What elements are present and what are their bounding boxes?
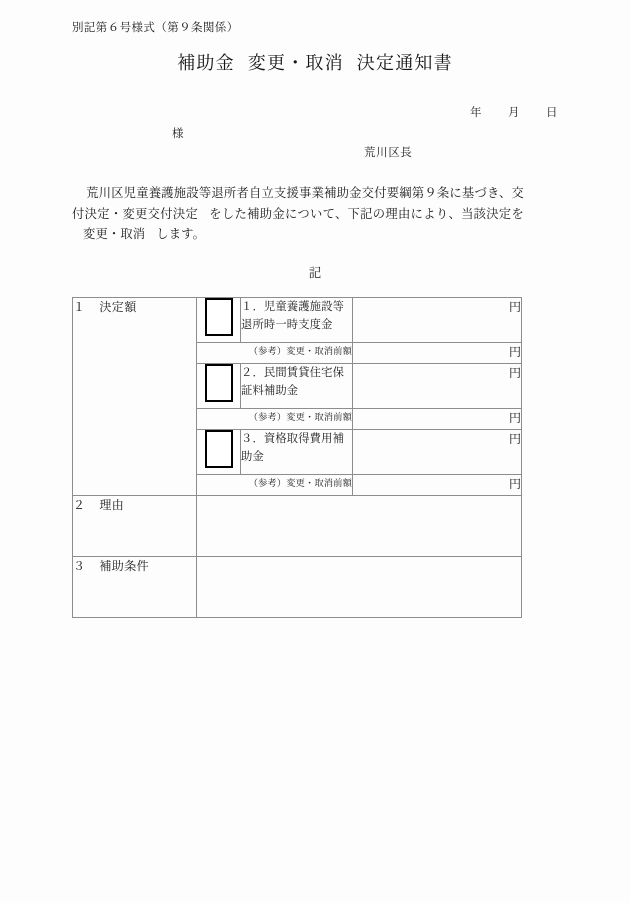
- row-label-2: 理由: [99, 498, 125, 512]
- page-title: [0, 49, 630, 75]
- body-line-3a: 定を: [498, 206, 524, 221]
- item-label-1: １．児童養護施設等退所時一時支度金: [241, 298, 353, 343]
- amount-unit-1: 円: [508, 300, 521, 314]
- checkbox-item-1[interactable]: [205, 298, 233, 336]
- title-part-change-cancel: 変更・取消: [247, 53, 344, 74]
- amount-field-1[interactable]: [353, 298, 522, 343]
- date-month-label: 月: [508, 105, 520, 119]
- conditions-input-area[interactable]: [197, 557, 522, 618]
- amount-unit-2: 円: [508, 366, 521, 380]
- table-row: [73, 298, 522, 343]
- row-number-1: １: [73, 300, 86, 314]
- body-line-2b: をした補助金について、下記の理由により、当該決: [209, 206, 499, 221]
- row-number-2: ２: [73, 498, 86, 512]
- body-line-3c: します。: [156, 227, 206, 241]
- table-row: [73, 557, 522, 618]
- checkbox-cell-item-2[interactable]: [197, 364, 241, 409]
- amount-field-2[interactable]: [353, 364, 522, 409]
- title-part-subsidy: 補助金: [177, 53, 235, 74]
- date-day-label: 日: [546, 105, 558, 119]
- body-paragraph: [72, 183, 524, 245]
- reference-label-1: （参考）変更・取消前額: [197, 343, 353, 364]
- reason-input-area[interactable]: [197, 496, 522, 557]
- table-row: [73, 496, 522, 557]
- kisho-mark: 記: [308, 265, 322, 280]
- addressee-honorific: 様: [172, 126, 184, 140]
- body-line-3b: 変更・取消: [83, 227, 146, 241]
- reference-label-3: （参考）変更・取消前額: [197, 475, 353, 496]
- item-label-2: ２．民間賃貸住宅保証料補助金: [241, 364, 353, 409]
- date-line: [470, 104, 558, 120]
- checkbox-cell-item-3[interactable]: [197, 430, 241, 475]
- checkbox-item-2[interactable]: [205, 364, 233, 402]
- row-number-3: ３: [73, 559, 86, 573]
- reference-unit-2: 円: [508, 411, 521, 425]
- row-header-conditions: [73, 557, 197, 618]
- row-label-1: 決定額: [99, 300, 137, 314]
- reference-unit-1: 円: [508, 345, 521, 359]
- date-year-label: 年: [470, 105, 482, 119]
- checkbox-cell-item-1[interactable]: [197, 298, 241, 343]
- form-number: 別記第６号様式（第９条関係）: [72, 20, 239, 34]
- body-line-2a: 交付決定・変更交付決定: [72, 186, 524, 221]
- reference-amount-field-3[interactable]: [353, 475, 522, 496]
- row-header-decision-amount: [73, 298, 197, 496]
- row-label-3: 補助条件: [99, 559, 150, 573]
- checkbox-item-3[interactable]: [205, 430, 233, 468]
- decision-form-table: [72, 297, 522, 618]
- reference-amount-field-2[interactable]: [353, 409, 522, 430]
- reference-unit-3: 円: [508, 477, 521, 491]
- issuer-name: 荒川区長: [364, 145, 413, 159]
- amount-unit-3: 円: [508, 432, 521, 446]
- item-label-3: ３．資格取得費用補助金: [241, 430, 353, 475]
- row-header-reason: [73, 496, 197, 557]
- amount-field-3[interactable]: [353, 430, 522, 475]
- title-part-decision-notice: 決定通知書: [356, 53, 453, 74]
- body-line-1: 荒川区児童養護施設等退所者自立支援事業補助金交付要綱第９条に基づき、: [86, 186, 512, 200]
- reference-label-2: （参考）変更・取消前額: [197, 409, 353, 430]
- reference-amount-field-1[interactable]: [353, 343, 522, 364]
